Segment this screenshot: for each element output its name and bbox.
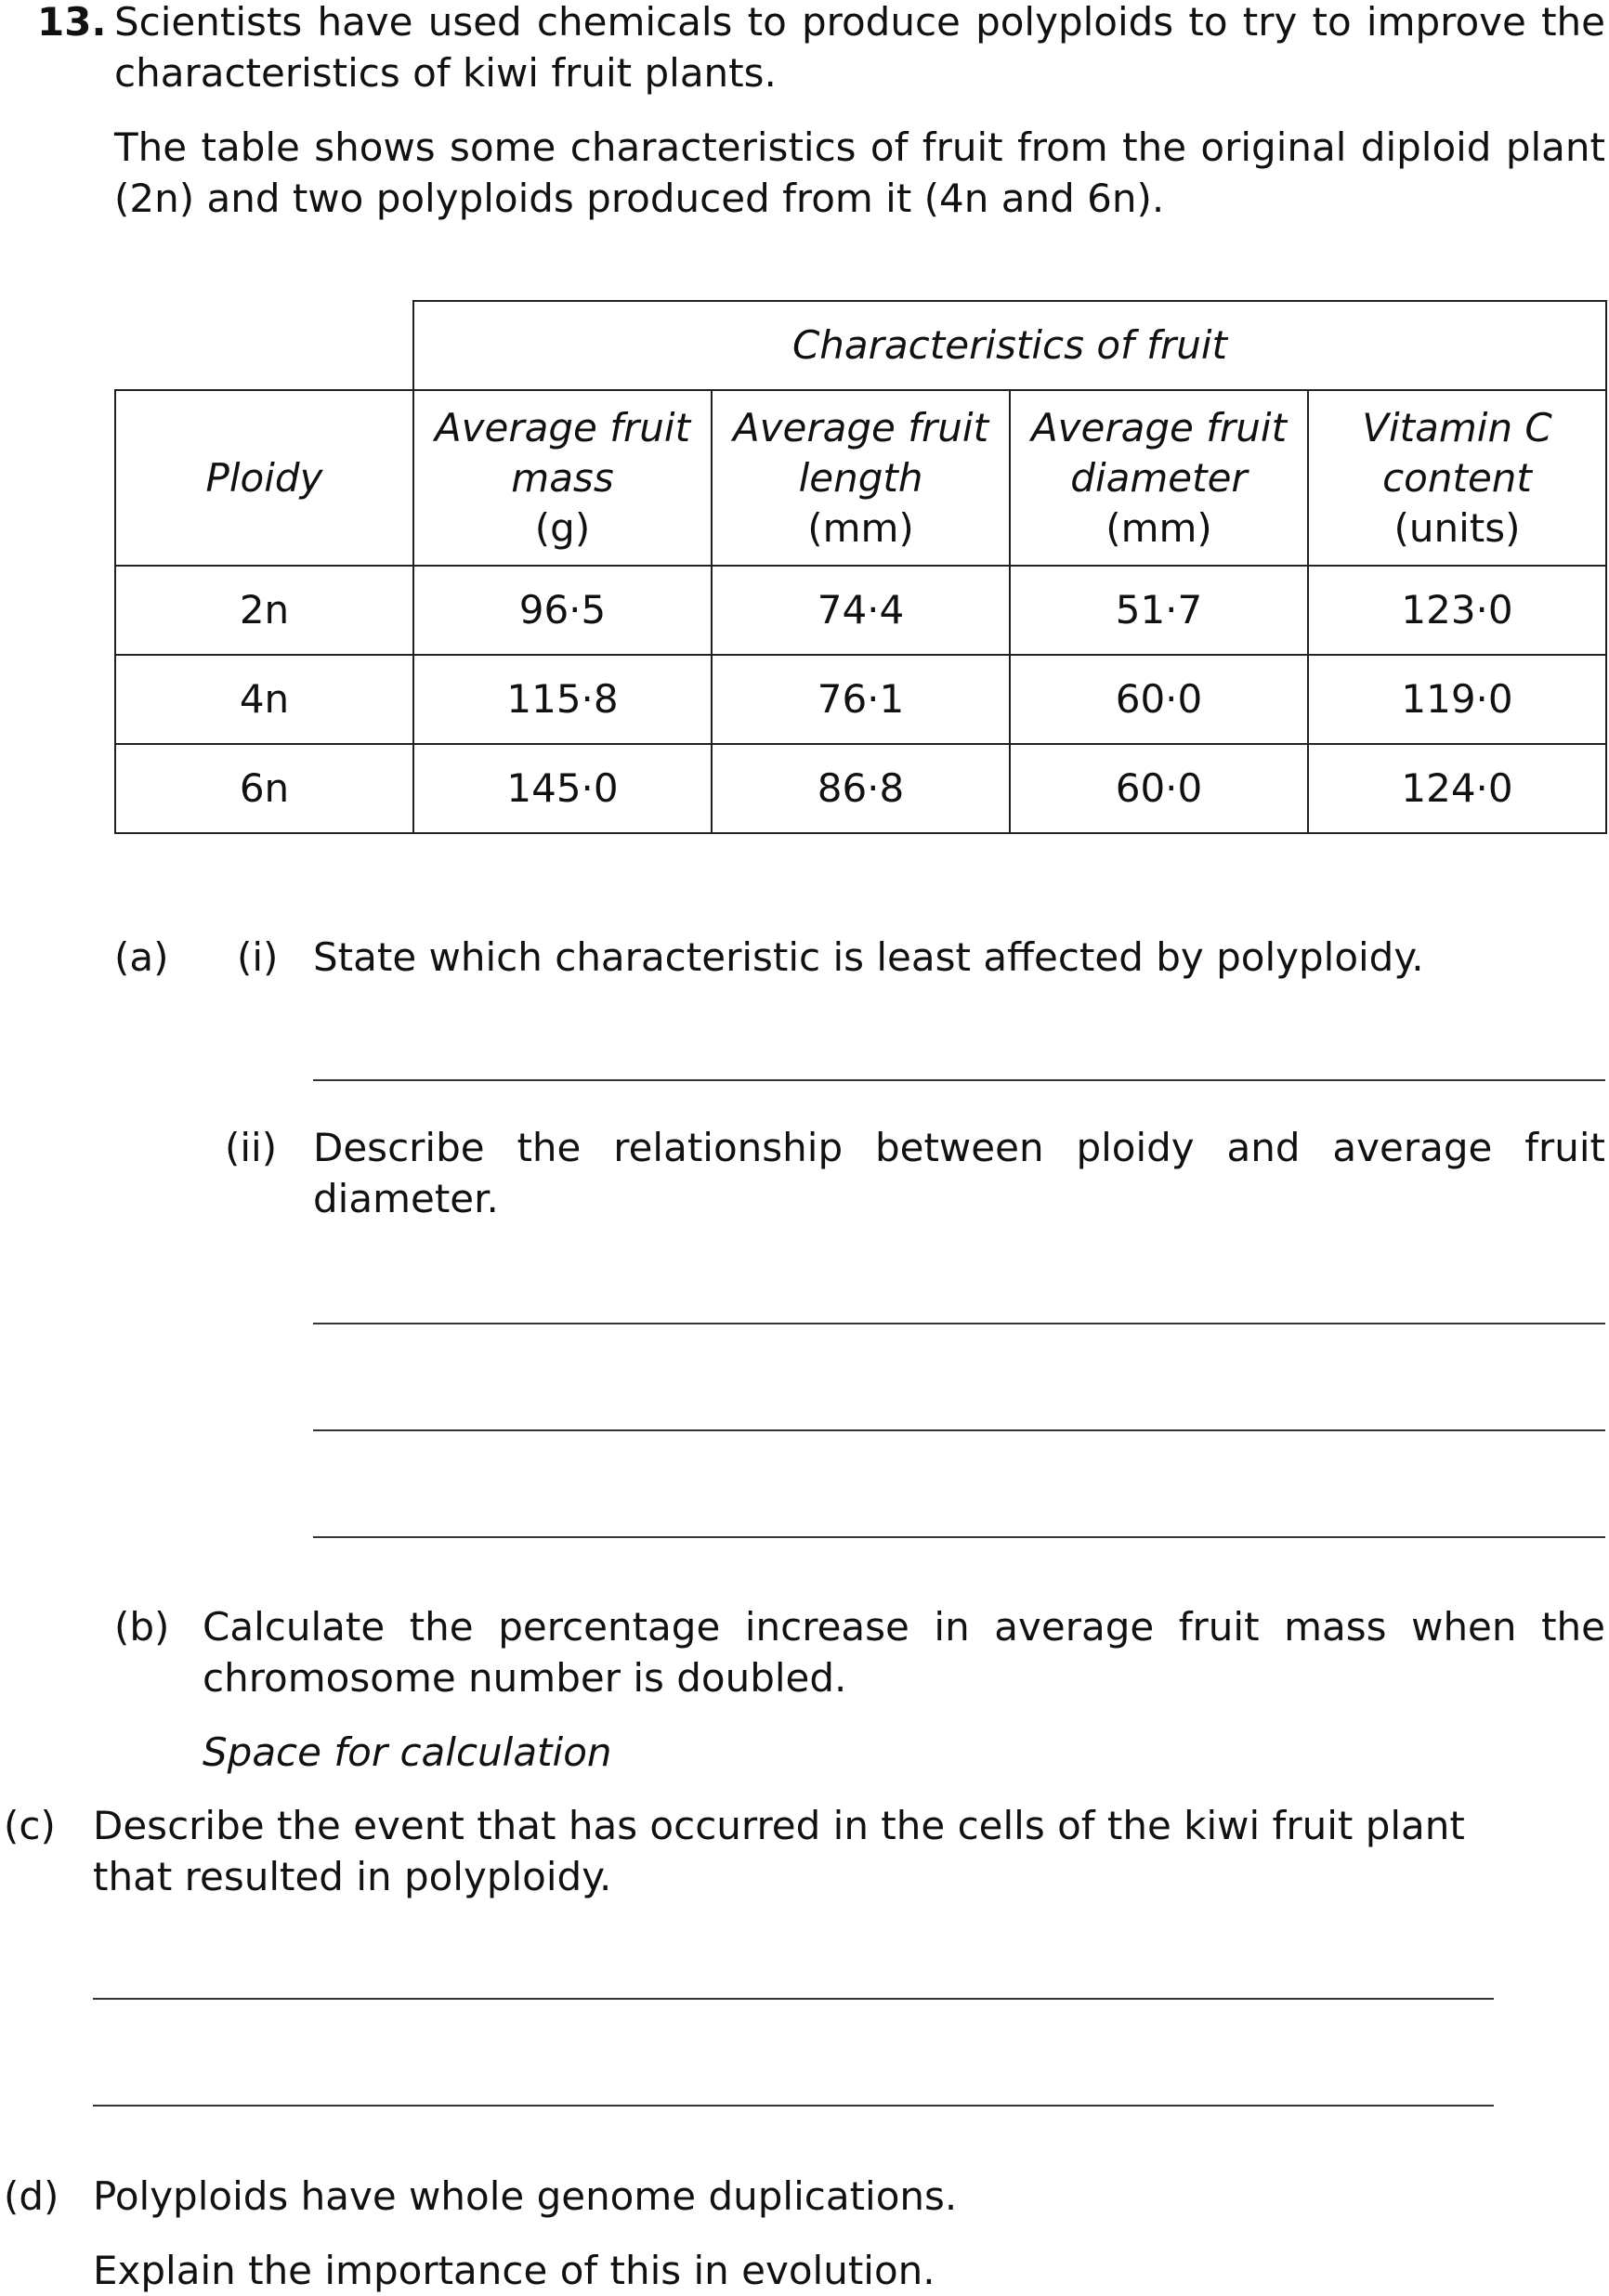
part-a-label: (a)	[114, 934, 169, 980]
row-ploidy: 2n	[115, 566, 413, 655]
part-c-line1: Describe the event that has occurred in the cells of the kiwi fruit plant	[93, 1803, 1465, 1848]
table-intro-line1: The table shows some characteristics of fruit from the original diploid plant	[114, 124, 1605, 170]
part-c-line2: that resulted in polyploidy.	[93, 1854, 612, 1899]
part-a-i-label: (i)	[237, 934, 279, 980]
part-b-label: (b)	[114, 1604, 170, 1650]
part-c-label: (c)	[4, 1803, 56, 1848]
part-a-ii-label: (ii)	[225, 1125, 278, 1170]
answer-line-a-ii-1[interactable]	[313, 1323, 1605, 1324]
table-group-header: Characteristics of fruit	[413, 301, 1606, 390]
table-intro-line2: (2n) and two polyploids produced from it (4n and 6n).	[114, 176, 1165, 221]
column-header-mass: Average fruit mass (g)	[413, 390, 712, 566]
question-number: 13.	[37, 0, 107, 45]
answer-line-c-2[interactable]	[93, 2105, 1494, 2107]
table-row	[115, 566, 1606, 655]
row-ploidy: 6n	[115, 744, 413, 833]
cell-mass: 96·5	[413, 566, 712, 655]
cell-diameter: 51·7	[1010, 566, 1308, 655]
cell-vitamin-c: 123·0	[1308, 566, 1606, 655]
part-d-label: (d)	[4, 2173, 59, 2219]
table-row	[115, 744, 1606, 833]
ploidy-header: Ploidy	[115, 390, 413, 566]
part-a-i-text: State which characteristic is least affected by polyploidy.	[313, 934, 1424, 980]
question-intro-line1: Scientists have used chemicals to produce polyploids to try to improve the	[114, 0, 1605, 45]
column-header-vitamin-c: Vitamin C content (units)	[1308, 390, 1606, 566]
part-d-line1: Polyploids have whole genome duplications.	[93, 2173, 958, 2219]
cell-length: 76·1	[712, 655, 1010, 744]
part-b-line2: chromosome number is doubled.	[203, 1655, 847, 1701]
cell-vitamin-c: 119·0	[1308, 655, 1606, 744]
part-a-ii-line1: Describe the relationship between ploidy and average fruit	[313, 1125, 1605, 1170]
part-b-line1: Calculate the percentage increase in average fruit mass when the	[203, 1604, 1605, 1650]
answer-line-c-1[interactable]	[93, 1998, 1494, 2000]
answer-line-a-ii-3[interactable]	[313, 1536, 1605, 1538]
cell-length: 86·8	[712, 744, 1010, 833]
fruit-characteristics-table	[114, 300, 1607, 834]
column-header-diameter: Average fruit diameter (mm)	[1010, 390, 1308, 566]
cell-length: 74·4	[712, 566, 1010, 655]
table-row	[115, 655, 1606, 744]
row-ploidy: 4n	[115, 655, 413, 744]
part-d-line2: Explain the importance of this in evolution.	[93, 2248, 935, 2293]
question-intro-line2: characteristics of kiwi fruit plants.	[114, 50, 777, 96]
part-a-ii-line2: diameter.	[313, 1176, 499, 1221]
column-header-length: Average fruit length (mm)	[712, 390, 1010, 566]
table-corner-blank	[115, 301, 413, 390]
cell-mass: 115·8	[413, 655, 712, 744]
cell-mass: 145·0	[413, 744, 712, 833]
answer-line-a-i[interactable]	[313, 1079, 1605, 1081]
cell-vitamin-c: 124·0	[1308, 744, 1606, 833]
cell-diameter: 60·0	[1010, 655, 1308, 744]
cell-diameter: 60·0	[1010, 744, 1308, 833]
answer-line-a-ii-2[interactable]	[313, 1429, 1605, 1431]
calculation-space-note: Space for calculation	[203, 1729, 612, 1775]
